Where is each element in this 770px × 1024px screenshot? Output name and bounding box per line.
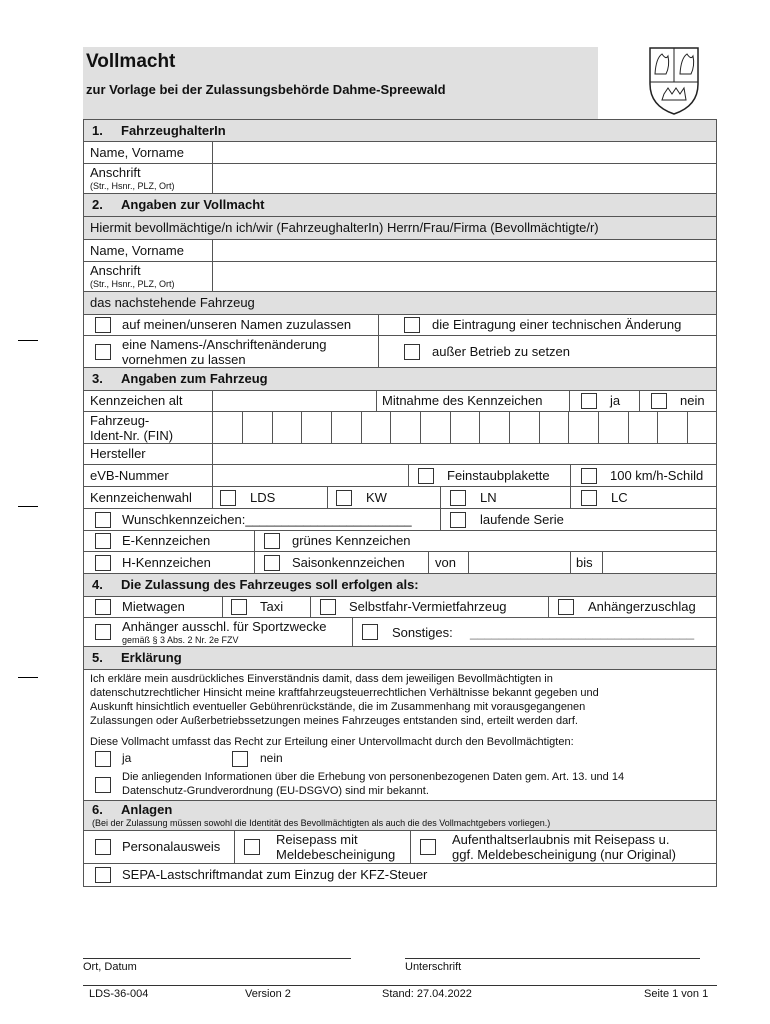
green-plate-checkbox[interactable]: [264, 533, 280, 549]
field-label: Hersteller: [90, 446, 146, 461]
option-label: KW: [366, 490, 387, 505]
sepa-row: [83, 864, 717, 887]
option-label: nein: [260, 751, 283, 765]
sub-authorization-yes-checkbox[interactable]: [95, 751, 111, 767]
field-label: Anschrift: [90, 263, 141, 278]
fold-mark: [18, 506, 38, 507]
section-4-header: [83, 574, 717, 597]
authorization-options-row-1: [83, 315, 717, 336]
option-label: vornehmen zu lassen: [122, 352, 246, 367]
option-label: ja: [610, 393, 621, 408]
section-number: 6.: [92, 802, 103, 817]
wish-plate-checkbox[interactable]: [95, 512, 111, 528]
option-label: Sonstiges:: [392, 625, 453, 640]
section-number: 3.: [92, 371, 103, 386]
wish-plate-row: [83, 509, 717, 531]
usage-row-1: [83, 597, 717, 618]
self-drive-rental-checkbox[interactable]: [320, 599, 336, 615]
agent-name-row: [83, 240, 717, 262]
page-subtitle: zur Vorlage bei der Zulassungsbehörde Dahme-Spreewald: [86, 82, 446, 97]
decommission-checkbox[interactable]: [404, 344, 420, 360]
form-version: Version 2: [245, 988, 291, 1000]
fold-mark: [18, 340, 38, 341]
passport-checkbox[interactable]: [244, 839, 260, 855]
option-label: H-Kennzeichen: [122, 555, 211, 570]
option-label: Personalausweis: [122, 839, 221, 854]
season-from-input[interactable]: [469, 552, 570, 573]
season-to-input[interactable]: [603, 552, 716, 573]
intro-text: Hiermit bevollmächtige/n ich/wir (FahrzeughalterIn) Herrn/Frau/Firma (Bevollmächtigte/r): [90, 220, 599, 235]
fine-dust-badge-checkbox[interactable]: [418, 468, 434, 484]
field-hint: (Str., Hsnr., PLZ, Ort): [90, 279, 175, 289]
option-label: LN: [480, 490, 497, 505]
field-label: bis: [576, 555, 593, 570]
option-label: SEPA-Lastschriftmandat zum Einzug der KFZ-Steuer: [122, 867, 428, 882]
section-title: Anlagen: [121, 802, 173, 817]
option-label: Taxi: [260, 599, 284, 614]
owner-address-row: [83, 164, 717, 194]
gdpr-text: [122, 770, 712, 798]
trailer-surcharge-checkbox[interactable]: [558, 599, 574, 615]
agent-address-row: [83, 262, 717, 292]
field-label: Mitnahme des Kennzeichen: [382, 393, 543, 408]
section-title: FahrzeughalterIn: [121, 123, 226, 138]
option-label: nein: [680, 393, 705, 408]
plate-kw-checkbox[interactable]: [336, 490, 352, 506]
field-label: eVB-Nummer: [90, 468, 169, 483]
declaration-text: [90, 672, 712, 728]
option-label: Anhänger ausschl. für Sportzwecke: [122, 619, 327, 634]
fin-row: [83, 412, 717, 444]
owner-address-input[interactable]: [213, 164, 716, 193]
gdpr-line: Die anliegenden Informationen über die Erhebung von personenbezogenen Daten gem. Art. 13. und 14: [122, 771, 625, 783]
declaration-line: Zulassungen oder Außerbetriebssetzungen meines Fahrzeuges entstanden sind, erteilt werden darf.: [90, 715, 578, 727]
option-label: 100 km/h-Schild: [610, 468, 704, 483]
place-date-label: Ort, Datum: [83, 961, 137, 973]
coat-of-arms-icon: [646, 44, 702, 116]
field-label: Fahrzeug-: [90, 413, 150, 428]
taxi-checkbox[interactable]: [231, 599, 247, 615]
old-plate-input[interactable]: [213, 391, 376, 411]
section-6-header: [83, 801, 717, 831]
option-label: auf meinen/unseren Namen zuzulassen: [122, 317, 352, 332]
field-label: Anschrift: [90, 165, 141, 180]
technical-change-checkbox[interactable]: [404, 317, 420, 333]
option-hint: gemäß § 3 Abs. 2 Nr. 2e FZV: [122, 635, 239, 645]
intro-text: das nachstehende Fahrzeug: [90, 295, 255, 310]
form-date: Stand: 27.04.2022: [382, 988, 472, 1000]
fin-input[interactable]: [213, 412, 716, 443]
option-label: ja: [122, 751, 132, 765]
option-label: Meldebescheinigung: [276, 847, 396, 862]
sepa-mandate-checkbox[interactable]: [95, 867, 111, 883]
section-5-header: [83, 647, 717, 670]
field-label: Name, Vorname: [90, 145, 184, 160]
gdpr-acknowledgement-checkbox[interactable]: [95, 777, 111, 793]
option-label: die Eintragung einer technischen Änderung: [432, 317, 682, 332]
agent-name-input[interactable]: [213, 240, 716, 261]
owner-name-input[interactable]: [213, 142, 716, 163]
h-plate-row: [83, 552, 717, 574]
option-label: LC: [611, 490, 628, 505]
declaration-line: Ich erkläre mein ausdrückliches Einverständnis damit, dass dem jeweiligen Bevollmächtigten in: [90, 673, 553, 685]
vehicle-intro: [83, 292, 717, 315]
section-2-header: [83, 194, 717, 217]
option-label: grünes Kennzeichen: [292, 533, 411, 548]
section-title: Erklärung: [121, 650, 182, 665]
option-label: Selbstfahr-Vermietfahrzeug: [349, 599, 507, 614]
header-box: [83, 47, 598, 119]
evb-input[interactable]: [213, 465, 408, 486]
take-plate-no-checkbox[interactable]: [651, 393, 667, 409]
field-label: Ident-Nr. (FIN): [90, 428, 174, 443]
authorization-options-row-2: [83, 336, 717, 368]
signature-label: Unterschrift: [405, 961, 462, 973]
residence-permit-checkbox[interactable]: [420, 839, 436, 855]
e-plate-checkbox[interactable]: [95, 533, 111, 549]
section-number: 5.: [92, 650, 103, 665]
old-plate-row: [83, 391, 717, 412]
attachments-row: [83, 831, 717, 864]
page-title: Vollmacht: [86, 51, 176, 72]
field-label: Kennzeichenwahl: [90, 490, 192, 505]
option-label: Mietwagen: [122, 599, 185, 614]
section-title: Die Zulassung des Fahrzeuges soll erfolgen als:: [121, 577, 419, 592]
field-label: Kennzeichen alt: [90, 393, 183, 408]
gdpr-line: Datenschutz-Grundverordnung (EU-DSGVO) sind mir bekannt.: [122, 785, 429, 797]
option-label: laufende Serie: [480, 512, 564, 527]
plate-lds-checkbox[interactable]: [220, 490, 236, 506]
option-label: Reisepass mit: [276, 832, 358, 847]
declaration-line: datenschutzrechtlicher Hinsicht meine kraftfahrzeugsteuerrechtlichen Verhältnisse bekannt gegeben und: [90, 687, 599, 699]
field-label: von: [435, 555, 456, 570]
option-label: LDS: [250, 490, 276, 505]
sub-authorization-no-checkbox[interactable]: [232, 751, 248, 767]
other-input[interactable]: _______________________________: [470, 625, 695, 640]
footer-divider: [83, 985, 717, 986]
field-label: Name, Vorname: [90, 243, 184, 258]
option-label: E-Kennzeichen: [122, 533, 211, 548]
section-number: 1.: [92, 123, 103, 138]
option-label: Anhängerzuschlag: [588, 599, 696, 614]
running-series-checkbox[interactable]: [450, 512, 466, 528]
option-label: Wunschkennzeichen:_______________________: [122, 512, 412, 527]
plate-choice-row: [83, 487, 717, 509]
section-title: Angaben zur Vollmacht: [121, 197, 265, 212]
option-label: Aufenthaltserlaubnis mit Reisepass u.: [452, 832, 670, 847]
option-label: ggf. Meldebescheinigung (nur Original): [452, 847, 677, 862]
plate-ln-checkbox[interactable]: [450, 490, 466, 506]
option-label: außer Betrieb zu setzen: [432, 344, 571, 359]
declaration-body: [83, 670, 717, 801]
option-label: Feinstaubplakette: [447, 468, 550, 483]
h-plate-checkbox[interactable]: [95, 555, 111, 571]
season-plate-checkbox[interactable]: [264, 555, 280, 571]
plate-lc-checkbox[interactable]: [581, 490, 597, 506]
sport-trailer-checkbox[interactable]: [95, 624, 111, 640]
section-1-header: [83, 119, 717, 142]
rental-car-checkbox[interactable]: [95, 599, 111, 615]
place-date-line[interactable]: [83, 958, 351, 959]
e-plate-row: [83, 531, 717, 552]
sub-authorization-text: Diese Vollmacht umfasst das Recht zur Erteilung einer Untervollmacht durch den Bevollmächtigten:: [90, 736, 574, 748]
name-change-checkbox[interactable]: [95, 344, 111, 360]
manufacturer-row: [83, 444, 717, 465]
field-hint: (Str., Hsnr., PLZ, Ort): [90, 181, 175, 191]
signature-line[interactable]: [405, 958, 700, 959]
form: [83, 119, 717, 887]
evb-row: [83, 465, 717, 487]
section-title: Angaben zum Fahrzeug: [121, 371, 268, 386]
other-checkbox[interactable]: [362, 624, 378, 640]
section-number: 4.: [92, 577, 103, 592]
declaration-line: Auskunft hinsichtlich eventueller Gebührenrückstände, die im Zusammenhang mit vorausgegangenen: [90, 701, 586, 713]
owner-name-row: [83, 142, 717, 164]
manufacturer-input[interactable]: [213, 444, 716, 464]
speed-shield-checkbox[interactable]: [581, 468, 597, 484]
page-number: Seite 1 von 1: [644, 988, 709, 1000]
agent-address-input[interactable]: [213, 262, 716, 291]
option-label: eine Namens-/Anschriftenänderung: [122, 337, 327, 352]
section-3-header: [83, 368, 717, 391]
authorization-intro: [83, 217, 717, 240]
register-checkbox[interactable]: [95, 317, 111, 333]
usage-row-2: [83, 618, 717, 647]
id-card-checkbox[interactable]: [95, 839, 111, 855]
option-label: Saisonkennzeichen: [292, 555, 405, 570]
fold-mark: [18, 677, 38, 678]
attachments-hint: (Bei der Zulassung müssen sowohl die Identität des Bevollmächtigten als auch die des Vollmachtgebers vorliegen.): [92, 818, 551, 828]
take-plate-yes-checkbox[interactable]: [581, 393, 597, 409]
form-code: LDS-36-004: [89, 988, 149, 1000]
section-number: 2.: [92, 197, 103, 212]
